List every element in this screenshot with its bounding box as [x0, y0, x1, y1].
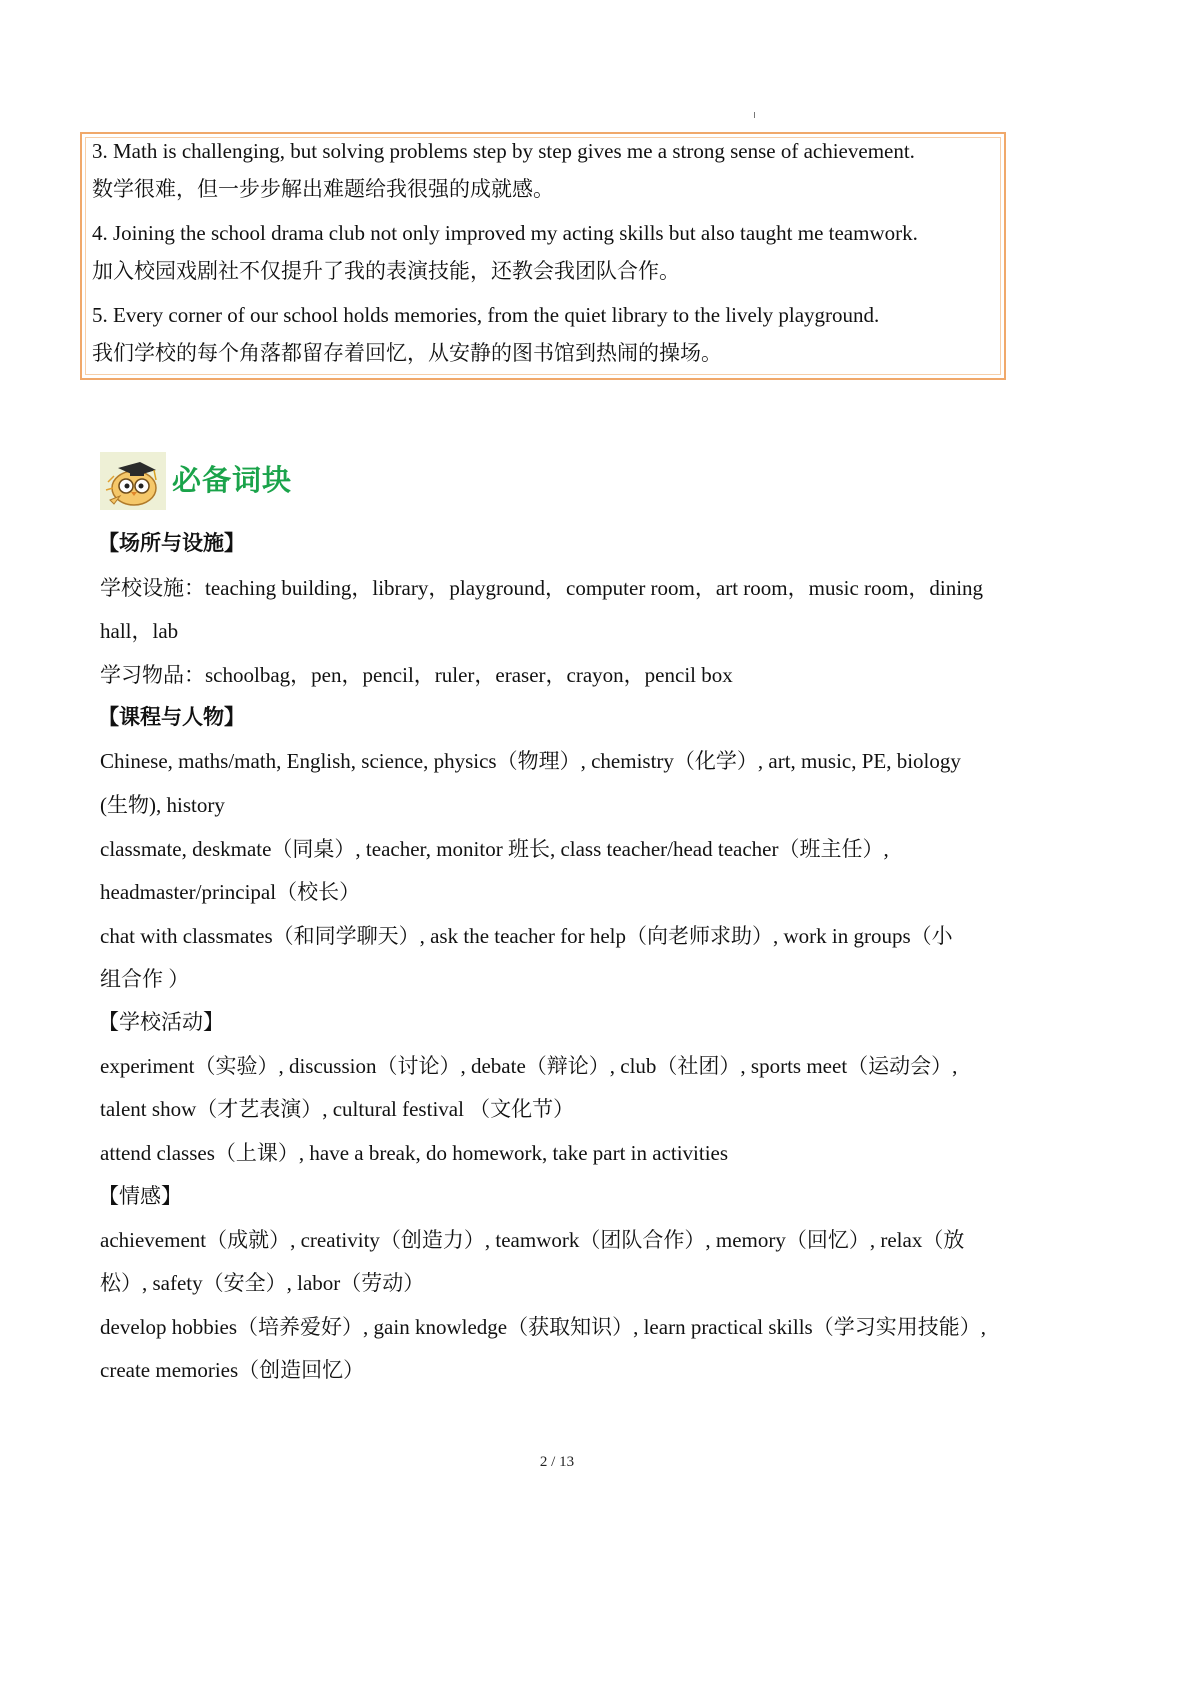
heading-emotions: 【情感】 — [98, 1184, 182, 1208]
sentence-4-chinese: 加入校园戏剧社不仅提升了我的表演技能，还教会我团队合作。 — [92, 259, 680, 283]
sentence-4-english: 4. Joining the school drama club not only improved my acting skills but also taught me teamwork. — [92, 221, 918, 245]
vocab-line: create memories（创造回忆） — [100, 1358, 365, 1382]
owl-scholar-icon — [100, 452, 166, 510]
vocab-line: 学习物品：schoolbag，pen，pencil，ruler，eraser，crayon，pencil box — [100, 663, 733, 687]
vocab-line: (生物), history — [100, 793, 225, 817]
vocab-line: classmate, deskmate（同桌）, teacher, monitor 班长, class teacher/head teacher（班主任）, — [100, 837, 889, 861]
vocab-line: attend classes（上课）, have a break, do homework, take part in activities — [100, 1141, 729, 1165]
sentence-3-english: 3. Math is challenging, but solving problems step by step gives me a strong sense of achievement. — [92, 139, 915, 163]
page-number: 2 / 13 — [539, 1454, 575, 1470]
vocab-line: headmaster/principal（校长） — [100, 880, 361, 904]
vocab-line: 学校设施：teaching building，library，playground，computer room，art room，music room，dining — [100, 576, 984, 600]
vocab-line: 松）, safety（安全）, labor（劳动） — [100, 1271, 425, 1295]
section-title: 必备词块 — [172, 463, 293, 497]
vocab-line: develop hobbies（培养爱好）, gain knowledge（获取知识）, learn practical skills（学习实用技能）, — [100, 1315, 986, 1339]
vocab-line: chat with classmates（和同学聊天）, ask the teacher for help（向老师求助）, work in groups（小 — [100, 924, 953, 948]
sentence-5-english: 5. Every corner of our school holds memories, from the quiet library to the lively playground. — [92, 303, 880, 327]
page-mark — [754, 112, 755, 118]
sentence-3-chinese: 数学很难，但一步步解出难题给我很强的成就感。 — [92, 177, 554, 201]
sentence-5-chinese: 我们学校的每个角落都留存着回忆，从安静的图书馆到热闹的操场。 — [92, 341, 722, 365]
heading-activities: 【学校活动】 — [98, 1010, 224, 1034]
vocab-line: talent show（才艺表演）, cultural festival （文化节） — [100, 1097, 575, 1121]
vocab-line: hall，lab — [100, 619, 179, 643]
vocab-line: 组合作 ） — [100, 967, 190, 991]
heading-places: 【场所与设施】 — [98, 531, 245, 555]
vocab-line: Chinese, maths/math, English, science, physics（物理）, chemistry（化学）, art, music, PE, biology — [100, 749, 961, 773]
vocab-line: achievement（成就）, creativity（创造力）, teamwork（团队合作）, memory（回忆）, relax（放 — [100, 1228, 965, 1252]
vocab-line: experiment（实验）, discussion（讨论）, debate（辩论）, club（社团）, sports meet（运动会）, — [100, 1054, 958, 1078]
heading-courses: 【课程与人物】 — [98, 705, 245, 729]
example-sentences-box — [80, 132, 1006, 380]
